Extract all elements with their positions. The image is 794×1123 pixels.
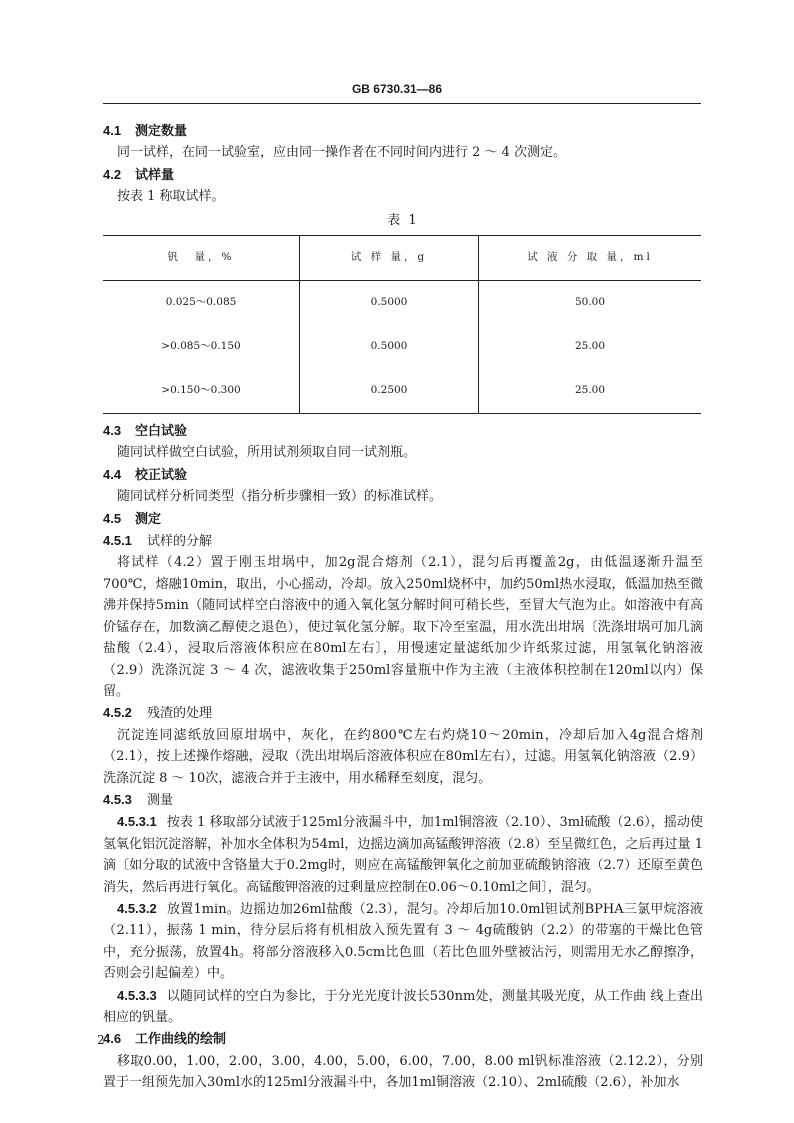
section-4-4-text: 随同试样分析同类型（指分析步骤相一致）的标准试样。 xyxy=(117,489,443,505)
table-row xyxy=(103,325,701,369)
table-header-cell: 试 样 量，g xyxy=(300,236,479,281)
table-cell: >0.150～0.300 xyxy=(103,369,300,414)
section-number: 4.5.3 xyxy=(103,791,132,807)
table-cell: 25.00 xyxy=(479,369,702,414)
table-cell: 50.00 xyxy=(479,281,702,326)
section-number: 4.1 xyxy=(103,123,122,138)
section-4-5-1-text: 将试样（4.2）置于刚玉坩埚中，加2g混合熔剂（2.1），混匀后再覆盖2g，由低温逐渐升温至700℃，熔融10min，取出，小心摇动，冷却。放入250ml烧杯中，加约50ml热水浸取，低温加热至微沸并保持5min（随同试样空白溶液中的通入氧化氢分解时间可稍长些，至冒大气泡为止。如溶液中有高价锰存在，加数滴乙醇使之退色），使过氧化氢分解。取下冷至室温，用水洗出坩埚〔洗涤坩埚可加几滴盐酸（2.4），浸取后溶液体积应在80ml左右〕，用慢速定量滤纸加少许纸浆过滤，用氢氧化钠溶液（2.9）洗涤沉淀 3 ～ 4 次，滤液收集于250ml容量瓶中作为主液（主液体积控制在120ml以内）保留。 xyxy=(103,555,703,699)
section-4-4-heading xyxy=(103,464,703,486)
section-text: 按表 1 移取部分试液于125ml分液漏斗中，加1ml铜溶液（2.10）、3ml硫酸（2.6），摇动使氢氧化铝沉淀溶解，补加水全体积为54ml，边摇边滴加高锰酸钾溶液（2.8）至呈微红色，之后再过量 1 滴〔如分取的试液中含铬量大于0.2mg时，则应在高锰酸钾氧化之前加亚硫酸钠溶液（2.7）还原至黄色消失，然后再进行氧化。高锰酸钾溶液的过剩量应控制在0.06～0.10ml之间〕，混匀。 xyxy=(103,815,703,895)
section-title: 试样的分解 xyxy=(147,534,213,550)
section-text: 以随同试样的空白为参比，于分光光度计波长530nm处，测量其吸光度，从工作曲 线上查出相应的钒量。 xyxy=(103,988,703,1025)
table-header-row xyxy=(103,236,701,281)
section-4-5-1-heading xyxy=(103,530,703,552)
table-caption: 表 1 xyxy=(387,212,419,228)
table-cell: >0.085～0.150 xyxy=(161,340,241,353)
section-4-6-heading xyxy=(103,1028,703,1050)
section-number: 4.6 xyxy=(103,1031,122,1047)
table-header-cell: 钒 量，% xyxy=(103,236,300,281)
table-cell: 0.5000 xyxy=(300,325,479,369)
section-title: 测定 xyxy=(135,511,162,527)
table-header-cell: 试 液 分 取 量，ml xyxy=(479,236,702,281)
section-4-2-text: 按表 1 称取试样。 xyxy=(117,189,225,205)
page-number: 2 xyxy=(97,1033,105,1047)
section-4-5-2-text: 沉淀连同滤纸放回原坩埚中，灰化，在约800℃左右灼烧10～20min，冷却后加入4g混合熔剂（2.1），按上述操作熔融，浸取（洗出坩埚后溶液体积应在80ml左右），过滤。用氢氧化钠溶液（2.9）洗涤沉淀 8 ～ 10次，滤液合并于主液中，用水稀释至刻度，混匀。 xyxy=(103,727,703,786)
section-4-5-3-heading xyxy=(103,789,703,811)
section-4-1-heading xyxy=(103,120,703,142)
section-number: 4.5 xyxy=(103,510,122,526)
section-number: 4.3 xyxy=(103,423,122,439)
section-number: 4.2 xyxy=(103,166,122,182)
table-row xyxy=(103,281,701,326)
section-title: 测量 xyxy=(147,792,174,808)
section-4-2-heading xyxy=(103,164,703,186)
section-number: 4.5.2 xyxy=(103,705,132,721)
section-number: 4.5.3.2 xyxy=(117,900,157,916)
section-4-5-2-heading xyxy=(103,702,703,724)
sample-amount-table xyxy=(103,235,701,414)
section-4-1-text: 同一试样，在同一试验室，应由同一操作者在不同时间内进行 2 ～ 4 次测定。 xyxy=(117,145,567,161)
section-title: 空白试验 xyxy=(135,424,188,440)
section-title: 测定数量 xyxy=(135,124,188,139)
standard-code-header: GB 6730.31—86 xyxy=(351,82,443,96)
section-number: 4.5.3.3 xyxy=(117,987,157,1003)
section-4-5-3-1 xyxy=(103,811,703,898)
section-4-6-text: 移取0.00，1.00，2.00，3.00，4.00，5.00，6.00，7.00，8.00 ml钒标准溶液（2.12.2），分别置于一组预先加入30ml水的125ml分液漏斗中，各加1ml铜溶液（2.10）、2ml硫酸（2.6），补加水 xyxy=(103,1053,703,1091)
section-number: 4.5.3.1 xyxy=(117,814,157,830)
section-title: 工作曲线的绘制 xyxy=(135,1032,227,1048)
table-cell: 0.2500 xyxy=(300,369,479,414)
section-text: 放置1min。边摇边加26ml盐酸（2.3），混匀。冷却后加10.0ml钽试剂BPHA三氯甲烷溶液（2.11），振荡 1 min，待分层后将有机相放入预先置有 3 ～ 4g硫酸钠（2.2）的带塞的干燥比色管中，充分振荡，放置4h。将部分溶液移入0.5cm比色皿（若比色皿外壁被沾污，则需用无水乙醇擦净，否则会引起偏差）中。 xyxy=(103,901,703,982)
section-title: 残渣的处理 xyxy=(147,706,213,722)
table-cell: 25.00 xyxy=(479,325,702,369)
section-4-3-text: 随同试样做空白试验，所用试剂须取自同一试剂瓶。 xyxy=(117,445,417,461)
table-cell: 0.5000 xyxy=(300,281,479,326)
section-4-3-heading xyxy=(103,420,703,442)
section-title: 校正试验 xyxy=(135,467,188,483)
table-row xyxy=(103,369,701,414)
table-cell: 0.025～0.085 xyxy=(165,296,237,309)
section-number: 4.4 xyxy=(103,466,122,482)
document-body xyxy=(103,120,703,1094)
section-4-5-3-2 xyxy=(103,898,703,985)
section-title: 试样量 xyxy=(135,167,175,183)
header-rule xyxy=(103,103,701,104)
section-number: 4.5.1 xyxy=(103,533,132,549)
section-4-5-3-3 xyxy=(103,985,703,1029)
section-4-5-heading xyxy=(103,508,703,530)
